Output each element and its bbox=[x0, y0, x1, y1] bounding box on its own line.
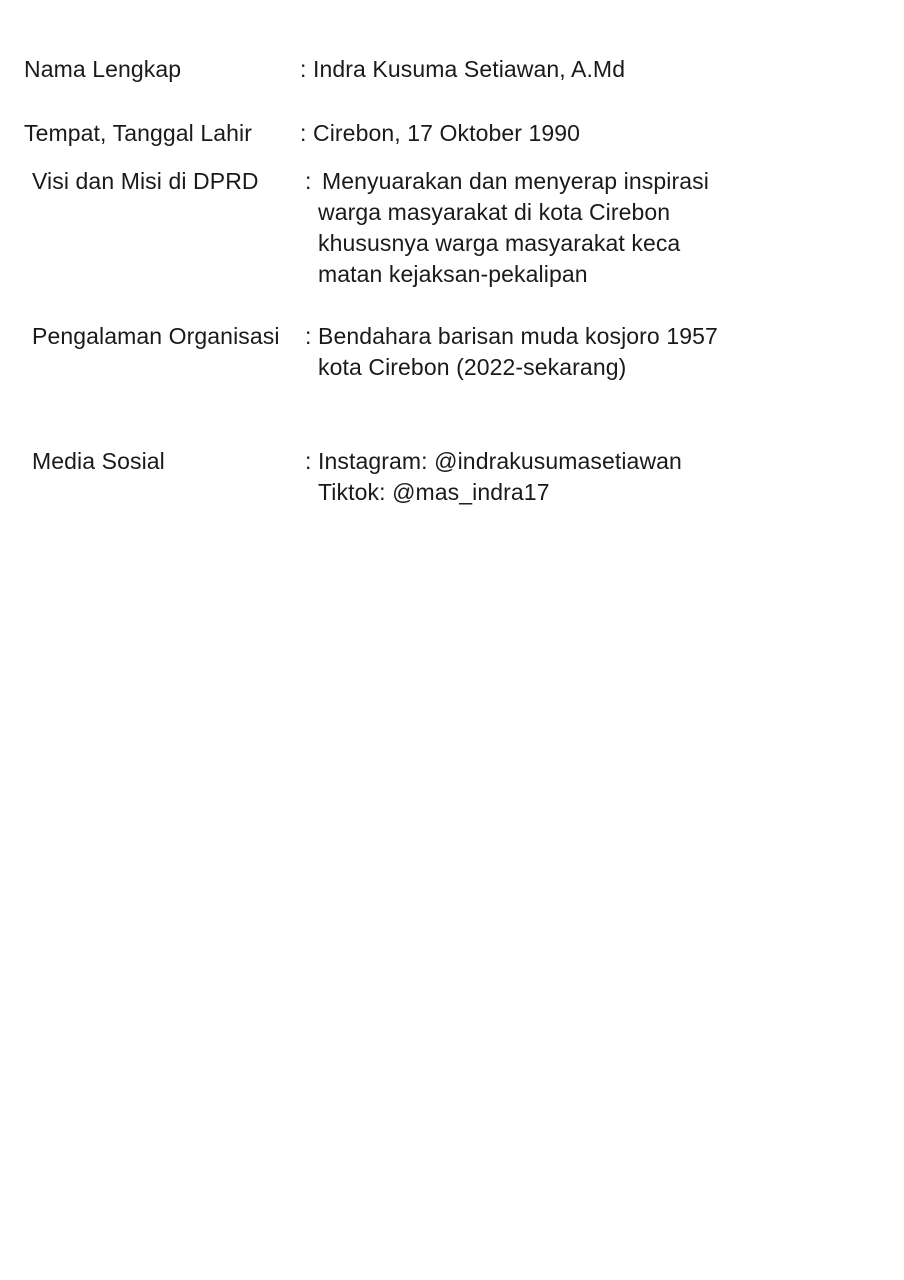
media-sosial-label: Media Sosial bbox=[32, 448, 165, 474]
visi-misi-line: khususnya warga masyarakat keca bbox=[318, 230, 681, 256]
instagram-handle: Instagram: @indrakusumasetiawan bbox=[318, 448, 682, 474]
visi-misi-line: warga masyarakat di kota Cirebon bbox=[318, 199, 671, 225]
ttl-label: Tempat, Tanggal Lahir bbox=[24, 120, 252, 146]
ttl-text: Cirebon, 17 Oktober 1990 bbox=[313, 120, 581, 146]
organisasi-colon: : bbox=[305, 323, 312, 349]
visi-misi-colon: : bbox=[305, 168, 312, 194]
nama-value bbox=[313, 54, 625, 85]
organisasi-value bbox=[318, 321, 718, 383]
visi-misi-value bbox=[318, 166, 709, 290]
visi-misi-line: matan kejaksan-pekalipan bbox=[318, 261, 588, 287]
organisasi-label: Pengalaman Organisasi bbox=[32, 323, 280, 349]
organisasi-line: kota Cirebon (2022-sekarang) bbox=[318, 354, 627, 380]
tiktok-handle: Tiktok: @mas_indra17 bbox=[318, 479, 550, 505]
media-sosial-colon: : bbox=[305, 448, 312, 474]
ttl-colon: : bbox=[300, 120, 307, 146]
nama-label: Nama Lengkap bbox=[24, 56, 182, 82]
ttl-value bbox=[313, 118, 580, 149]
visi-misi-label: Visi dan Misi di DPRD bbox=[32, 168, 259, 194]
organisasi-line: Bendahara barisan muda kosjoro 1957 bbox=[318, 323, 718, 349]
nama-text: Indra Kusuma Setiawan, A.Md bbox=[313, 56, 626, 82]
visi-misi-line: Menyuarakan dan menyerap inspirasi bbox=[322, 168, 709, 194]
media-sosial-value bbox=[318, 446, 682, 508]
nama-colon: : bbox=[300, 56, 307, 82]
